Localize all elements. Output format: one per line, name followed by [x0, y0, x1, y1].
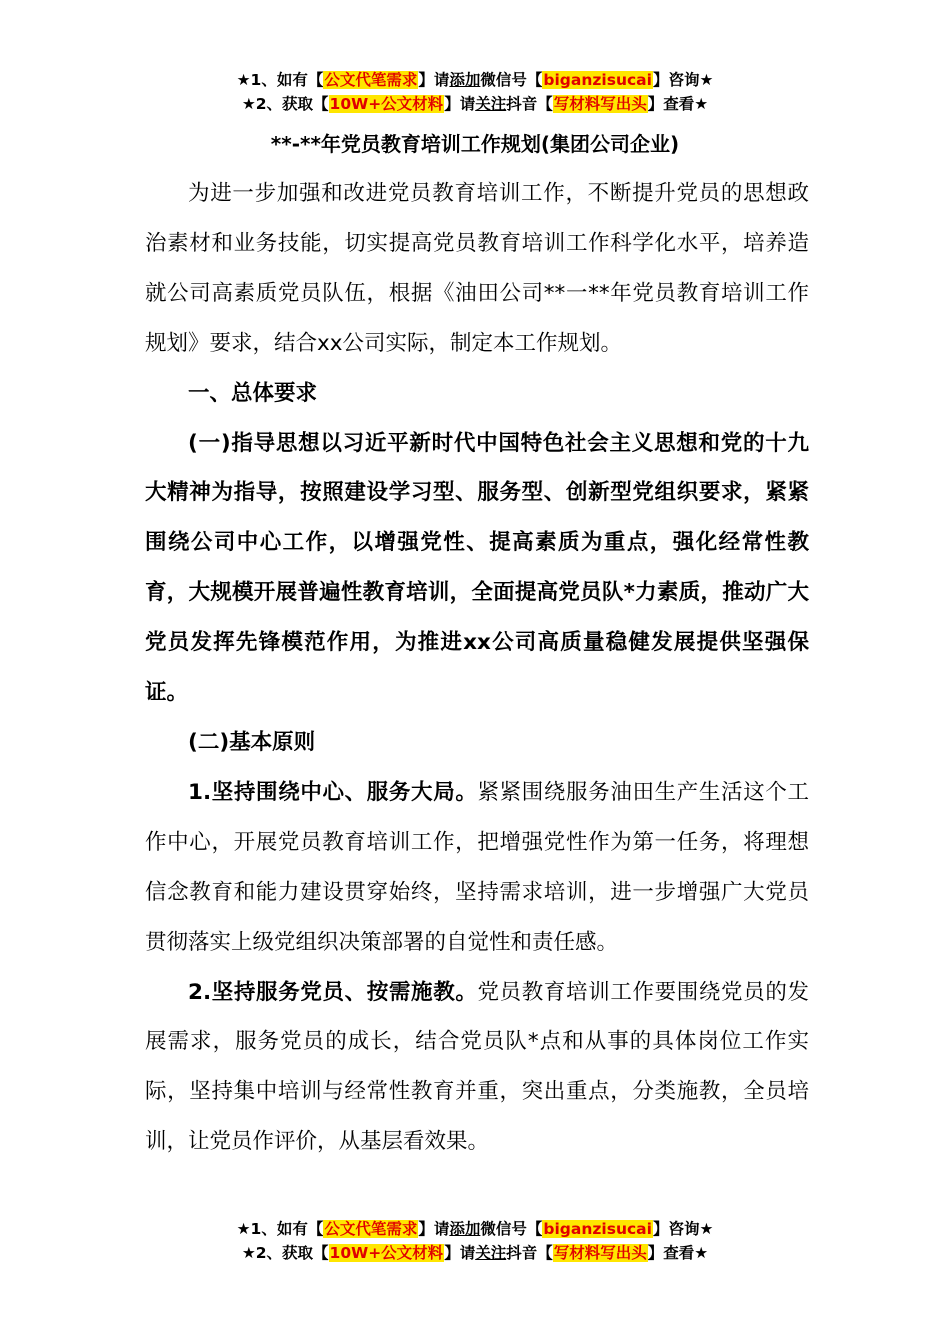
- document-body: [145, 169, 809, 1167]
- promo-text: 】咨询★: [652, 1220, 714, 1238]
- promo-text: 抖音【: [506, 1244, 553, 1262]
- principle-heading: 1.坚持围绕中心、服务大局。: [188, 779, 478, 805]
- highlight-text: 10W+公文材料: [329, 95, 444, 113]
- promo-line-1: [0, 1217, 950, 1241]
- underlined-text: 添加: [449, 1220, 481, 1238]
- subsection-heading: (一)指导思想: [188, 430, 321, 456]
- wechat-id-highlight: biganzisucai: [543, 1220, 652, 1238]
- highlight-text: 公文代笔需求: [324, 71, 418, 89]
- promo-text: ★2、获取【: [241, 95, 329, 113]
- principle-paragraph-2: [145, 968, 809, 1168]
- promo-text: 】咨询★: [652, 71, 714, 89]
- promo-text: 微信号【: [480, 71, 543, 89]
- promo-text: ★2、获取【: [241, 1244, 329, 1262]
- douyin-account-highlight: 写材料写出头: [553, 1244, 647, 1262]
- highlight-text: 10W+公文材料: [329, 1244, 444, 1262]
- subsection-heading: (二)基本原则: [188, 729, 316, 755]
- promo-banner-bottom: [0, 1217, 950, 1265]
- principle-heading: 2.坚持服务党员、按需施教。: [188, 979, 478, 1005]
- promo-text: 抖音【: [506, 95, 553, 113]
- promo-line-2: [0, 1241, 950, 1265]
- promo-text: ★1、如有【: [236, 71, 324, 89]
- promo-text: 】请: [418, 71, 450, 89]
- promo-text: 】请: [444, 1244, 476, 1262]
- promo-line-2: [0, 92, 950, 116]
- intro-paragraph: 为进一步加强和改进党员教育培训工作，不断提升党员的思想政治素材和业务技能，切实提高党员教育培训工作科学化水平，培养造就公司高素质党员队伍，根据《油田公司**一**年党员教育培训工作规划》要求，结合xx公司实际，制定本工作规划。: [145, 181, 809, 356]
- promo-text: 微信号【: [480, 1220, 543, 1238]
- douyin-account-highlight: 写材料写出头: [553, 95, 647, 113]
- promo-text: ★1、如有【: [236, 1220, 324, 1238]
- promo-line-1: [0, 68, 950, 92]
- underlined-text: 关注: [475, 1244, 507, 1262]
- principle-text: 紧紧围绕服务油田生产生活这个工作中心，开展党员教育培训工作，把增强党性作为第一任务，将理想信念教育和能力建设贯穿始终，坚持需求培训，进一步增强广大党员贯彻落实上级党组织决策部署的自觉性和责任感。: [145, 779, 809, 955]
- promo-banner-top: [0, 68, 950, 116]
- highlight-text: 公文代笔需求: [324, 1220, 418, 1238]
- subsection-text: 以习近平新时代中国特色社会主义思想和党的十九大精神为指导，按照建设学习型、服务型、创新型党组织要求，紧紧围绕公司中心工作，以增强党性、提高素质为重点，强化经常性教育，大规模开展普遍性教育培训，全面提高党员队*力素质，推动广大党员发挥先锋模范作用，为推进xx公司高质量稳健发展提供坚强保证。: [145, 430, 809, 706]
- wechat-id-highlight: biganzisucai: [543, 71, 652, 89]
- underlined-text: 关注: [475, 95, 507, 113]
- principle-paragraph-1: [145, 768, 809, 968]
- guiding-ideology-paragraph: [145, 419, 809, 718]
- promo-text: 】请: [444, 95, 476, 113]
- principle-text: 党员教育培训工作要围绕党员的发展需求，服务党员的成长，结合党员队*点和从事的具体岗位工作实际，坚持集中培训与经常性教育并重，突出重点，分类施教，全员培训，让党员作评价，从基层看效果。: [145, 979, 809, 1155]
- promo-text: 】查看★: [647, 1244, 709, 1262]
- promo-text: 】请: [418, 1220, 450, 1238]
- document-title: **-**年党员教育培训工作规划(集团公司企业): [270, 132, 680, 156]
- promo-text: 】查看★: [647, 95, 709, 113]
- underlined-text: 添加: [449, 71, 481, 89]
- section-heading: 一、总体要求: [188, 380, 318, 406]
